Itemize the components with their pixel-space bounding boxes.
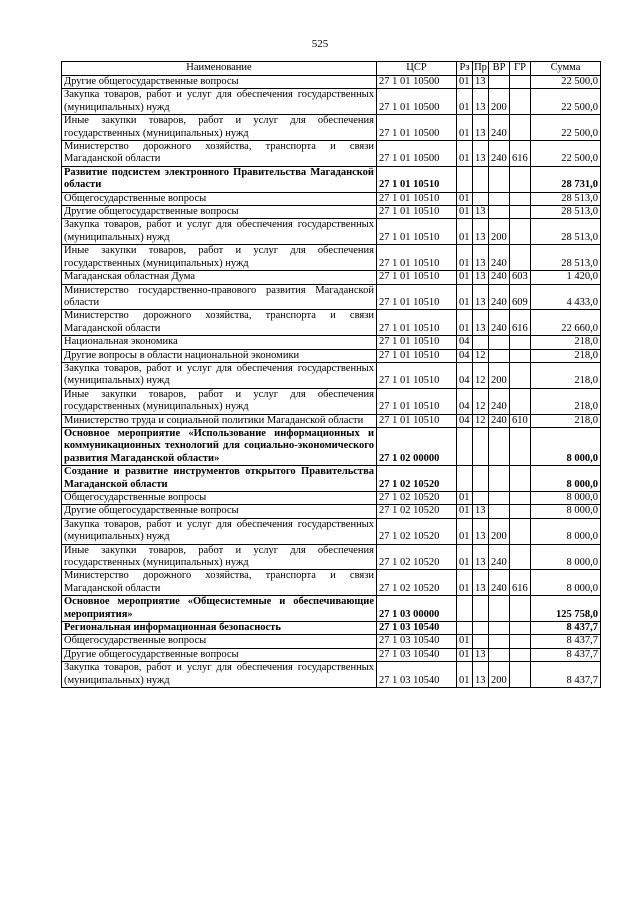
pr-cell: 12 (473, 349, 489, 362)
pr-cell (473, 466, 489, 492)
table-row (62, 284, 601, 310)
table-row (62, 427, 601, 465)
gr-cell (510, 245, 531, 271)
name-cell: Общегосударственные вопросы (62, 192, 377, 205)
vr-cell (489, 505, 510, 518)
gr-cell (510, 166, 531, 192)
table-row (62, 544, 601, 570)
pr-cell (473, 427, 489, 465)
sum-cell: 218,0 (531, 362, 601, 388)
name-cell: Закупка товаров, работ и услуг для обеспечения государственных (муниципальных) нужд (62, 89, 377, 115)
rz-cell: 01 (457, 89, 473, 115)
gr-cell (510, 192, 531, 205)
vr-cell: 240 (489, 570, 510, 596)
sum-cell: 8 000,0 (531, 570, 601, 596)
table-row (62, 492, 601, 505)
csr-cell: 27 1 01 10500 (377, 89, 457, 115)
vr-cell (489, 166, 510, 192)
gr-cell (510, 635, 531, 648)
table-row (62, 271, 601, 284)
rz-cell: 01 (457, 544, 473, 570)
pr-cell: 13 (473, 544, 489, 570)
name-cell: Другие вопросы в области национальной экономики (62, 349, 377, 362)
rz-cell: 01 (457, 570, 473, 596)
table-row (62, 414, 601, 427)
rz-cell: 04 (457, 388, 473, 414)
table-row (62, 596, 601, 622)
csr-cell: 27 1 02 10520 (377, 570, 457, 596)
pr-cell: 13 (473, 662, 489, 688)
vr-cell: 240 (489, 271, 510, 284)
csr-cell: 27 1 02 10520 (377, 518, 457, 544)
pr-cell: 12 (473, 362, 489, 388)
gr-cell (510, 648, 531, 661)
pr-cell (473, 622, 489, 635)
table-row (62, 76, 601, 89)
page-number: 525 (311, 38, 329, 50)
gr-cell: 616 (510, 141, 531, 167)
csr-cell: 27 1 01 10510 (377, 414, 457, 427)
vr-cell: 200 (489, 518, 510, 544)
table-row (62, 245, 601, 271)
gr-cell (510, 76, 531, 89)
name-cell: Закупка товаров, работ и услуг для обеспечения государственных (муниципальных) нужд (62, 518, 377, 544)
name-cell: Другие общегосударственные вопросы (62, 648, 377, 661)
vr-cell (489, 596, 510, 622)
name-cell: Иные закупки товаров, работ и услуг для обеспечения государственных (муниципальных) нужд (62, 388, 377, 414)
csr-cell: 27 1 02 10520 (377, 466, 457, 492)
vr-cell: 240 (489, 414, 510, 427)
vr-cell (489, 635, 510, 648)
csr-cell: 27 1 01 10510 (377, 284, 457, 310)
sum-cell: 218,0 (531, 336, 601, 349)
vr-cell: 200 (489, 89, 510, 115)
name-cell: Другие общегосударственные вопросы (62, 505, 377, 518)
sum-cell: 8 000,0 (531, 492, 601, 505)
gr-cell: 609 (510, 284, 531, 310)
budget-table (61, 61, 601, 688)
gr-cell (510, 362, 531, 388)
table-row (62, 622, 601, 635)
table-row (62, 336, 601, 349)
csr-cell: 27 1 03 10540 (377, 622, 457, 635)
vr-cell: 240 (489, 544, 510, 570)
table-row (62, 388, 601, 414)
pr-cell (473, 336, 489, 349)
table-row (62, 648, 601, 661)
rz-cell: 01 (457, 192, 473, 205)
csr-cell: 27 1 01 10510 (377, 219, 457, 245)
name-cell: Иные закупки товаров, работ и услуг для обеспечения государственных (муниципальных) нужд (62, 245, 377, 271)
sum-cell: 8 000,0 (531, 427, 601, 465)
sum-cell: 28 731,0 (531, 166, 601, 192)
vr-cell: 240 (489, 245, 510, 271)
rz-cell: 01 (457, 141, 473, 167)
name-cell: Министерство дорожного хозяйства, транспорта и связи Магаданской области (62, 310, 377, 336)
table-row (62, 206, 601, 219)
gr-cell (510, 596, 531, 622)
pr-cell (473, 166, 489, 192)
sum-cell: 28 513,0 (531, 219, 601, 245)
vr-cell: 240 (489, 388, 510, 414)
pr-cell: 13 (473, 284, 489, 310)
gr-cell: 616 (510, 310, 531, 336)
name-cell: Общегосударственные вопросы (62, 635, 377, 648)
pr-cell: 13 (473, 76, 489, 89)
sum-cell: 8 000,0 (531, 466, 601, 492)
rz-cell: 04 (457, 414, 473, 427)
vr-cell (489, 349, 510, 362)
vr-cell (489, 336, 510, 349)
vr-cell: 200 (489, 219, 510, 245)
header-rz: Рз (457, 62, 473, 76)
gr-cell (510, 518, 531, 544)
name-cell: Министерство дорожного хозяйства, транспорта и связи Магаданской области (62, 141, 377, 167)
pr-cell: 13 (473, 245, 489, 271)
name-cell: Иные закупки товаров, работ и услуг для обеспечения государственных (муниципальных) нужд (62, 544, 377, 570)
pr-cell: 12 (473, 414, 489, 427)
rz-cell (457, 427, 473, 465)
sum-cell: 22 660,0 (531, 310, 601, 336)
csr-cell: 27 1 03 10540 (377, 648, 457, 661)
csr-cell: 27 1 01 10510 (377, 206, 457, 219)
vr-cell (489, 206, 510, 219)
pr-cell: 13 (473, 648, 489, 661)
sum-cell: 22 500,0 (531, 89, 601, 115)
sum-cell: 22 500,0 (531, 76, 601, 89)
pr-cell: 13 (473, 310, 489, 336)
rz-cell: 01 (457, 635, 473, 648)
pr-cell: 13 (473, 141, 489, 167)
rz-cell: 01 (457, 206, 473, 219)
sum-cell: 8 000,0 (531, 518, 601, 544)
name-cell: Развитие подсистем электронного Правительства Магаданской области (62, 166, 377, 192)
rz-cell: 01 (457, 310, 473, 336)
rz-cell: 04 (457, 336, 473, 349)
csr-cell: 27 1 02 10520 (377, 505, 457, 518)
csr-cell: 27 1 01 10510 (377, 166, 457, 192)
pr-cell: 13 (473, 570, 489, 596)
vr-cell (489, 466, 510, 492)
sum-cell: 22 500,0 (531, 115, 601, 141)
sum-cell: 8 437,7 (531, 662, 601, 688)
name-cell: Магаданская областная Дума (62, 271, 377, 284)
rz-cell (457, 596, 473, 622)
rz-cell: 01 (457, 662, 473, 688)
table-row (62, 219, 601, 245)
csr-cell: 27 1 02 00000 (377, 427, 457, 465)
gr-cell (510, 662, 531, 688)
sum-cell: 1 420,0 (531, 271, 601, 284)
table-row (62, 362, 601, 388)
gr-cell (510, 206, 531, 219)
vr-cell (489, 192, 510, 205)
name-cell: Закупка товаров, работ и услуг для обеспечения государственных (муниципальных) нужд (62, 362, 377, 388)
sum-cell: 218,0 (531, 388, 601, 414)
table-row (62, 505, 601, 518)
gr-cell (510, 544, 531, 570)
vr-cell: 200 (489, 662, 510, 688)
pr-cell: 13 (473, 89, 489, 115)
pr-cell: 13 (473, 518, 489, 544)
name-cell: Национальная экономика (62, 336, 377, 349)
table-row (62, 466, 601, 492)
pr-cell (473, 635, 489, 648)
table-row (62, 115, 601, 141)
table-row (62, 570, 601, 596)
sum-cell: 8 437,7 (531, 648, 601, 661)
pr-cell (473, 192, 489, 205)
vr-cell: 240 (489, 115, 510, 141)
table-row (62, 141, 601, 167)
gr-cell (510, 115, 531, 141)
vr-cell (489, 648, 510, 661)
name-cell: Иные закупки товаров, работ и услуг для обеспечения государственных (муниципальных) нужд (62, 115, 377, 141)
vr-cell (489, 76, 510, 89)
rz-cell: 01 (457, 284, 473, 310)
rz-cell (457, 622, 473, 635)
sum-cell: 8 437,7 (531, 635, 601, 648)
header-csr: ЦСР (377, 62, 457, 76)
rz-cell: 04 (457, 362, 473, 388)
csr-cell: 27 1 01 10510 (377, 245, 457, 271)
pr-cell: 13 (473, 206, 489, 219)
rz-cell: 01 (457, 219, 473, 245)
sum-cell: 218,0 (531, 349, 601, 362)
vr-cell: 240 (489, 310, 510, 336)
sum-cell: 28 513,0 (531, 192, 601, 205)
vr-cell: 200 (489, 362, 510, 388)
header-gr: ГР (510, 62, 531, 76)
name-cell: Региональная информационная безопасность (62, 622, 377, 635)
pr-cell (473, 596, 489, 622)
table-row (62, 349, 601, 362)
table-header-row (62, 62, 601, 76)
rz-cell: 01 (457, 648, 473, 661)
name-cell: Создание и развитие инструментов открытого Правительства Магаданской области (62, 466, 377, 492)
header-name: Наименование (62, 62, 377, 76)
csr-cell: 27 1 02 10520 (377, 492, 457, 505)
header-vr: ВР (489, 62, 510, 76)
csr-cell: 27 1 01 10510 (377, 349, 457, 362)
name-cell: Другие общегосударственные вопросы (62, 206, 377, 219)
vr-cell: 240 (489, 141, 510, 167)
gr-cell (510, 466, 531, 492)
gr-cell: 616 (510, 570, 531, 596)
table-row (62, 662, 601, 688)
gr-cell (510, 505, 531, 518)
rz-cell (457, 466, 473, 492)
table-row (62, 635, 601, 648)
csr-cell: 27 1 03 00000 (377, 596, 457, 622)
vr-cell (489, 492, 510, 505)
sum-cell: 8 000,0 (531, 505, 601, 518)
pr-cell: 12 (473, 388, 489, 414)
csr-cell: 27 1 01 10500 (377, 76, 457, 89)
sum-cell: 28 513,0 (531, 245, 601, 271)
header-sum: Сумма (531, 62, 601, 76)
gr-cell (510, 89, 531, 115)
csr-cell: 27 1 01 10500 (377, 141, 457, 167)
sum-cell: 22 500,0 (531, 141, 601, 167)
sum-cell: 8 000,0 (531, 544, 601, 570)
name-cell: Закупка товаров, работ и услуг для обеспечения государственных (муниципальных) нужд (62, 662, 377, 688)
rz-cell: 04 (457, 349, 473, 362)
csr-cell: 27 1 01 10510 (377, 362, 457, 388)
rz-cell: 01 (457, 245, 473, 271)
sum-cell: 125 758,0 (531, 596, 601, 622)
pr-cell: 13 (473, 219, 489, 245)
name-cell: Основное мероприятие «Использование информационных и коммуникационных технологий для социально-экономического развития Магаданской области» (62, 427, 377, 465)
rz-cell: 01 (457, 505, 473, 518)
pr-cell: 13 (473, 505, 489, 518)
name-cell: Министерство дорожного хозяйства, транспорта и связи Магаданской области (62, 570, 377, 596)
name-cell: Другие общегосударственные вопросы (62, 76, 377, 89)
rz-cell: 01 (457, 76, 473, 89)
csr-cell: 27 1 01 10510 (377, 336, 457, 349)
csr-cell: 27 1 03 10540 (377, 662, 457, 688)
rz-cell (457, 166, 473, 192)
rz-cell: 01 (457, 518, 473, 544)
name-cell: Общегосударственные вопросы (62, 492, 377, 505)
csr-cell: 27 1 02 10520 (377, 544, 457, 570)
gr-cell: 603 (510, 271, 531, 284)
gr-cell: 610 (510, 414, 531, 427)
vr-cell: 240 (489, 284, 510, 310)
vr-cell (489, 427, 510, 465)
csr-cell: 27 1 01 10510 (377, 192, 457, 205)
sum-cell: 8 437,7 (531, 622, 601, 635)
name-cell: Министерство государственно-правового развития Магаданской области (62, 284, 377, 310)
gr-cell (510, 492, 531, 505)
gr-cell (510, 427, 531, 465)
rz-cell: 01 (457, 115, 473, 141)
table-row (62, 89, 601, 115)
csr-cell: 27 1 03 10540 (377, 635, 457, 648)
gr-cell (510, 349, 531, 362)
table-row (62, 310, 601, 336)
table-row (62, 166, 601, 192)
rz-cell: 01 (457, 271, 473, 284)
rz-cell: 01 (457, 492, 473, 505)
vr-cell (489, 622, 510, 635)
header-pr: Пр (473, 62, 489, 76)
sum-cell: 28 513,0 (531, 206, 601, 219)
gr-cell (510, 388, 531, 414)
gr-cell (510, 622, 531, 635)
pr-cell: 13 (473, 115, 489, 141)
table-row (62, 192, 601, 205)
gr-cell (510, 336, 531, 349)
name-cell: Основное мероприятие «Общесистемные и обеспечивающие мероприятия» (62, 596, 377, 622)
sum-cell: 218,0 (531, 414, 601, 427)
csr-cell: 27 1 01 10500 (377, 115, 457, 141)
gr-cell (510, 219, 531, 245)
name-cell: Закупка товаров, работ и услуг для обеспечения государственных (муниципальных) нужд (62, 219, 377, 245)
csr-cell: 27 1 01 10510 (377, 310, 457, 336)
name-cell: Министерство труда и социальной политики Магаданской области (62, 414, 377, 427)
pr-cell (473, 492, 489, 505)
csr-cell: 27 1 01 10510 (377, 388, 457, 414)
csr-cell: 27 1 01 10510 (377, 271, 457, 284)
table-row (62, 518, 601, 544)
sum-cell: 4 433,0 (531, 284, 601, 310)
pr-cell: 13 (473, 271, 489, 284)
